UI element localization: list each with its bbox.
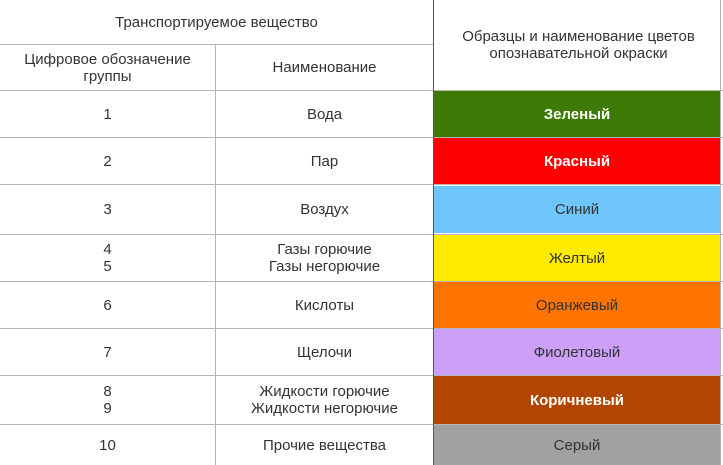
substance-name: Жидкости горючие <box>259 383 390 400</box>
divider <box>0 90 723 91</box>
header-colors: Образцы и наименование цветов опознавательной окраски <box>462 28 695 62</box>
color-swatch-brown: Коричневый <box>434 376 720 424</box>
group-number: 5 <box>103 258 112 275</box>
name-cell-steam <box>216 138 433 184</box>
color-swatch-orange: Оранжевый <box>434 282 720 328</box>
divider <box>0 424 723 425</box>
name-cell-air <box>216 185 433 234</box>
group-number: 1 <box>103 105 112 123</box>
substance-name: Газы горючие <box>277 241 372 258</box>
group-cell-3 <box>0 185 215 234</box>
group-cell-8-9 <box>0 376 215 424</box>
name-cell-other <box>216 425 433 465</box>
substance-name: Пар <box>310 152 339 170</box>
substance-name: Прочие вещества <box>262 436 386 454</box>
group-number: 3 <box>103 201 112 218</box>
group-number: 9 <box>103 400 112 417</box>
divider <box>0 328 723 329</box>
substance-name: Щелочи <box>296 343 353 361</box>
divider <box>720 0 721 465</box>
color-swatch-violet: Фиолетовый <box>434 329 720 375</box>
group-number: 2 <box>103 152 112 170</box>
divider <box>433 0 434 465</box>
name-cell-gases <box>216 235 433 281</box>
header-group-code: Цифровое обозначение группы <box>24 50 191 85</box>
color-swatch-green: Зеленый <box>434 91 720 137</box>
substance-name: Газы негорючие <box>268 258 381 275</box>
group-number: 8 <box>103 383 112 400</box>
header-name: Наименование <box>272 59 377 76</box>
group-cell-6 <box>0 282 215 328</box>
divider <box>0 184 723 185</box>
divider <box>0 375 723 376</box>
substance-name: Воздух <box>300 201 349 218</box>
name-cell-alkalis <box>216 329 433 375</box>
group-number: 10 <box>99 436 116 454</box>
group-cell-7 <box>0 329 215 375</box>
substance-name: Кислоты <box>294 296 355 314</box>
header-substance: Транспортируемое вещество <box>115 13 318 31</box>
color-swatch-blue: Синий <box>434 186 720 233</box>
group-cell-10 <box>0 425 215 465</box>
group-number: 4 <box>103 241 112 258</box>
group-number: 6 <box>103 296 112 314</box>
name-cell-water <box>216 91 433 137</box>
color-swatch-gray: Серый <box>434 425 720 465</box>
color-swatch-red: Красный <box>434 138 720 184</box>
name-cell-acids <box>216 282 433 328</box>
divider <box>0 234 723 235</box>
divider <box>0 137 723 138</box>
substance-name: Жидкости негорючие <box>251 400 398 417</box>
group-number: 7 <box>103 343 112 361</box>
divider <box>0 281 723 282</box>
group-cell-4-5 <box>0 235 215 281</box>
group-cell-2 <box>0 138 215 184</box>
name-cell-liquids <box>216 376 433 424</box>
group-cell-1 <box>0 91 215 137</box>
divider <box>215 45 216 465</box>
color-swatch-yellow: Желтый <box>434 235 720 281</box>
divider <box>0 44 433 45</box>
substance-name: Вода <box>306 105 343 123</box>
